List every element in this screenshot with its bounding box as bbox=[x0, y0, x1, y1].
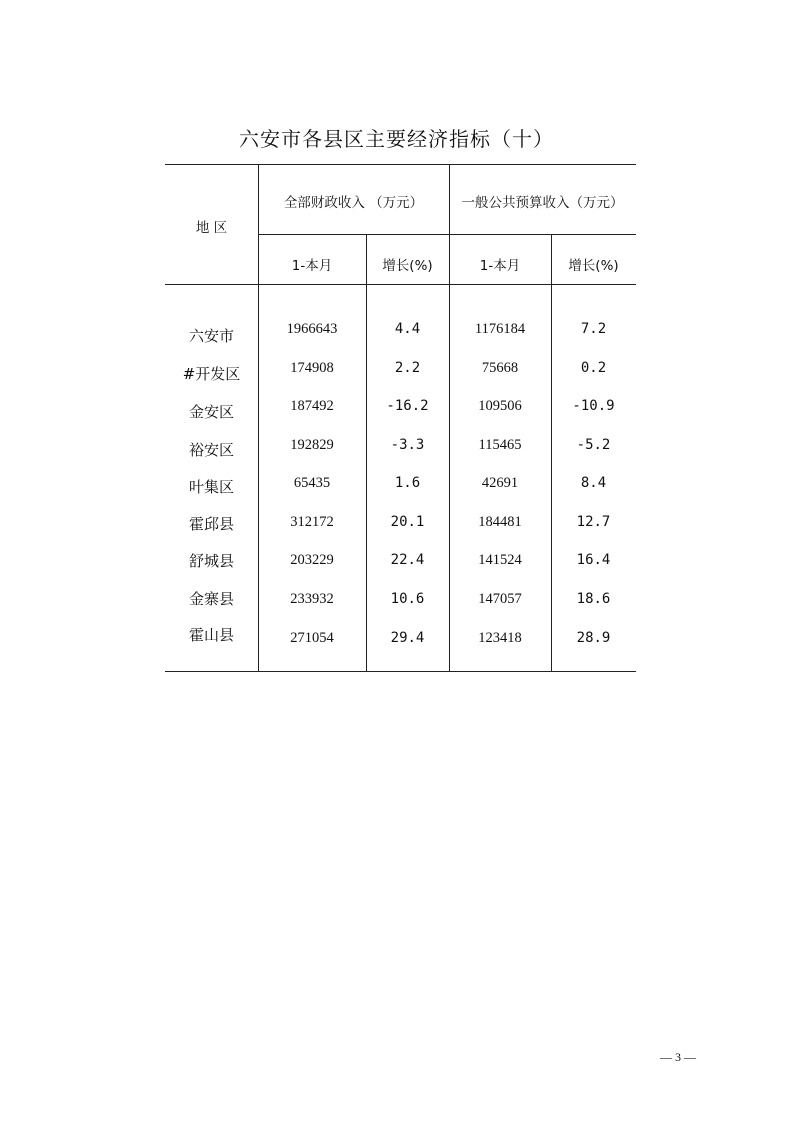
budget-growth-value: -10.9 bbox=[572, 398, 615, 414]
region-name: 舒城县 bbox=[188, 552, 234, 570]
region-name: 六安市 bbox=[188, 327, 234, 345]
total-revenue-value: 203229 bbox=[290, 552, 334, 568]
header-region: 地 区 bbox=[195, 220, 228, 236]
region-name: 叶集区 bbox=[188, 478, 234, 496]
budget-revenue-value: 1176184 bbox=[474, 321, 526, 337]
total-growth-value: -16.2 bbox=[386, 398, 429, 414]
budget-growth-value: 12.7 bbox=[576, 514, 611, 530]
budget-growth-value: 28.9 bbox=[576, 630, 611, 646]
region-name: 裕安区 bbox=[188, 441, 234, 459]
region-name: 金安区 bbox=[188, 403, 234, 421]
total-growth-value: 20.1 bbox=[390, 514, 425, 530]
header-budget-revenue: 一般公共预算收入（万元） bbox=[461, 195, 624, 211]
budget-revenue-value: 184481 bbox=[478, 514, 522, 530]
total-growth-value: -3.3 bbox=[390, 437, 425, 453]
budget-growth-value: 16.4 bbox=[576, 552, 611, 568]
header-total-growth: 增长(%) bbox=[382, 258, 433, 274]
total-revenue-value: 174908 bbox=[290, 360, 334, 376]
header-mid-rule bbox=[258, 234, 636, 235]
region-name: #开发区 bbox=[182, 365, 241, 383]
total-growth-value: 1.6 bbox=[394, 475, 421, 491]
budget-growth-value: -5.2 bbox=[576, 437, 611, 453]
header-budget-ytd: 1-本月 bbox=[479, 258, 521, 274]
total-revenue-value: 233932 bbox=[290, 591, 334, 607]
total-revenue-value: 187492 bbox=[290, 398, 334, 414]
region-name: 霍山县 bbox=[188, 626, 234, 644]
table-bottom-rule bbox=[165, 671, 636, 672]
total-growth-value: 2.2 bbox=[394, 360, 421, 376]
budget-revenue-value: 123418 bbox=[478, 630, 522, 646]
budget-revenue-value: 75668 bbox=[481, 360, 519, 376]
budget-growth-value: 7.2 bbox=[580, 321, 607, 337]
header-budget-growth: 增长(%) bbox=[568, 258, 619, 274]
page-title: 六安市各县区主要经济指标（十） bbox=[239, 127, 554, 151]
economic-indicators-table bbox=[165, 164, 636, 672]
budget-growth-value: 8.4 bbox=[580, 475, 607, 491]
header-bottom-rule bbox=[165, 284, 636, 285]
budget-revenue-value: 115465 bbox=[478, 437, 522, 453]
total-revenue-value: 1966643 bbox=[286, 321, 338, 337]
header-total-revenue: 全部财政收入 （万元） bbox=[283, 195, 424, 211]
total-growth-value: 29.4 bbox=[390, 630, 425, 646]
budget-revenue-value: 141524 bbox=[478, 552, 522, 568]
total-growth-value: 10.6 bbox=[390, 591, 425, 607]
budget-revenue-value: 42691 bbox=[481, 475, 519, 491]
total-revenue-value: 271054 bbox=[290, 630, 334, 646]
budget-growth-value: 18.6 bbox=[576, 591, 611, 607]
total-growth-value: 22.4 bbox=[390, 552, 425, 568]
budget-revenue-value: 109506 bbox=[478, 398, 522, 414]
page-number: — 3 — bbox=[660, 1050, 696, 1064]
table-top-rule bbox=[165, 164, 636, 165]
total-revenue-value: 312172 bbox=[290, 514, 334, 530]
region-name: 霍邱县 bbox=[188, 515, 234, 533]
total-revenue-value: 192829 bbox=[290, 437, 334, 453]
header-total-ytd: 1-本月 bbox=[291, 258, 333, 274]
region-name: 金寨县 bbox=[188, 590, 234, 608]
budget-revenue-value: 147057 bbox=[478, 591, 522, 607]
total-revenue-value: 65435 bbox=[293, 475, 331, 491]
total-growth-value: 4.4 bbox=[394, 321, 421, 337]
budget-growth-value: 0.2 bbox=[580, 360, 607, 376]
